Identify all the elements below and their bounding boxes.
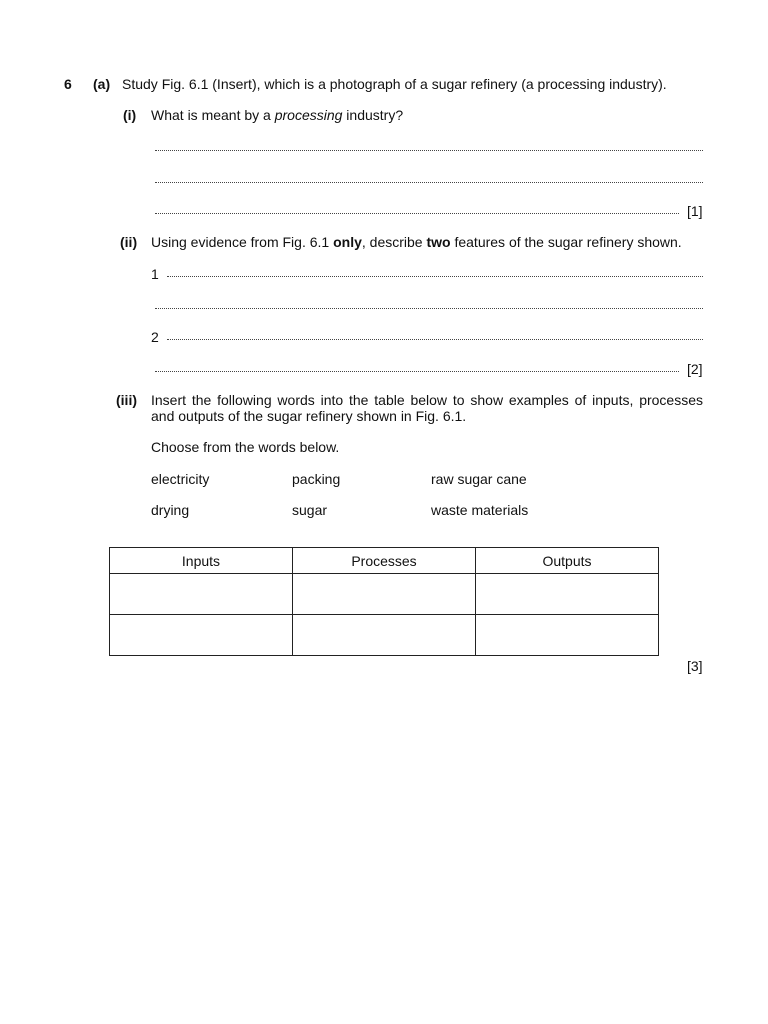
- table-header-row: [110, 548, 659, 574]
- word-option: electricity: [151, 471, 210, 487]
- answer-cell[interactable]: [293, 615, 476, 656]
- header-processes: Processes: [293, 548, 476, 574]
- answer-cell[interactable]: [110, 574, 293, 615]
- answer-cell[interactable]: [110, 615, 293, 656]
- marks-label: [2]: [687, 361, 703, 377]
- header-outputs: Outputs: [476, 548, 659, 574]
- word-option: waste materials: [431, 502, 529, 518]
- part-ii-question: Using evidence from Fig. 6.1 only, describe two features of the sugar refinery shown.: [151, 234, 682, 250]
- item-number: 2: [151, 329, 159, 345]
- part-ii-label: (ii): [120, 234, 138, 250]
- header-inputs: Inputs: [110, 548, 293, 574]
- answer-line[interactable]: [155, 371, 679, 372]
- answer-cell[interactable]: [476, 615, 659, 656]
- answer-line[interactable]: [155, 150, 703, 151]
- answer-line[interactable]: [167, 276, 703, 277]
- part-a-label: (a): [93, 76, 111, 92]
- answer-line[interactable]: [155, 213, 679, 214]
- table-row: [110, 615, 659, 656]
- answer-table: [109, 547, 659, 656]
- answer-cell[interactable]: [476, 574, 659, 615]
- question-number: 6: [64, 76, 72, 92]
- answer-cell[interactable]: [293, 574, 476, 615]
- choose-instruction: Choose from the words below.: [151, 439, 340, 455]
- word-option: drying: [151, 502, 190, 518]
- answer-line[interactable]: [155, 308, 703, 309]
- marks-label: [1]: [687, 203, 703, 219]
- answer-line[interactable]: [155, 182, 703, 183]
- part-a-stem: Study Fig. 6.1 (Insert), which is a photograph of a sugar refinery (a processing industry).: [122, 76, 667, 92]
- table-row: [110, 574, 659, 615]
- word-option: packing: [292, 471, 341, 487]
- part-iii-label: (iii): [116, 392, 137, 408]
- word-option: sugar: [292, 502, 328, 518]
- part-i-question: What is meant by a processing industry?: [151, 107, 404, 123]
- marks-label: [3]: [687, 658, 703, 674]
- answer-line[interactable]: [167, 339, 703, 340]
- word-option: raw sugar cane: [431, 471, 527, 487]
- part-iii-instruction: Insert the following words into the table below to show examples of inputs, processes and outputs of the sugar refinery shown in Fig. 6.1.: [151, 392, 703, 424]
- part-i-label: (i): [123, 107, 137, 123]
- item-number: 1: [151, 266, 159, 282]
